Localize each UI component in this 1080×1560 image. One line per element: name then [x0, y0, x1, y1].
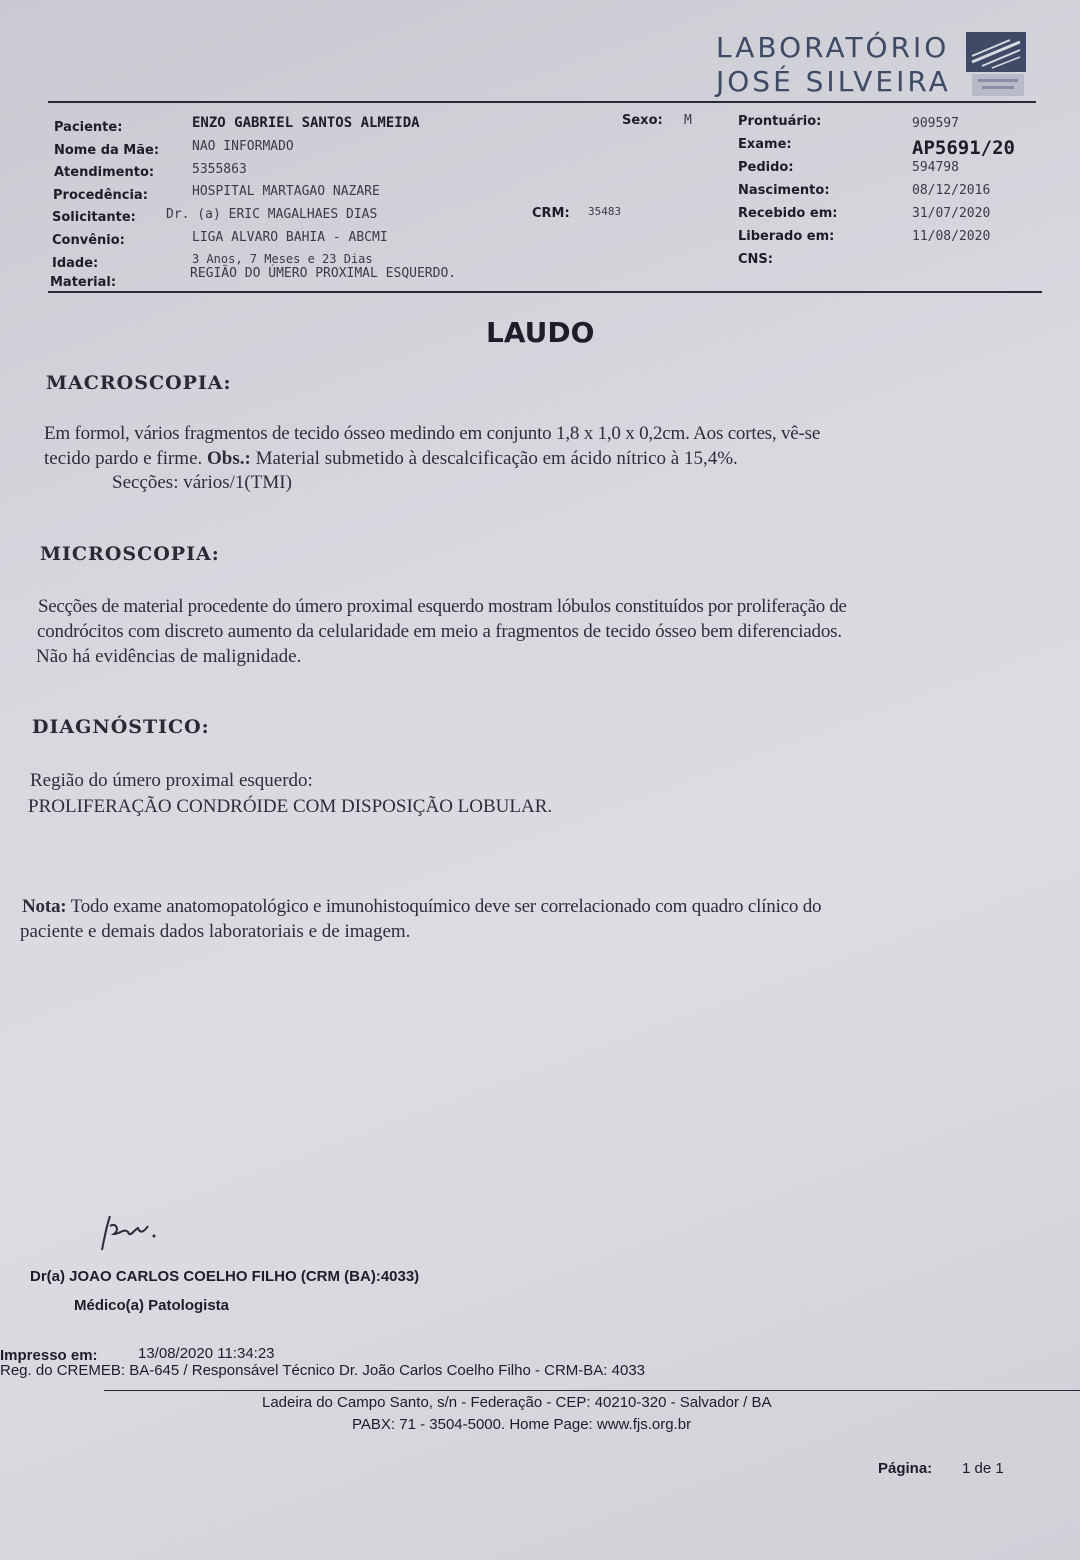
logo-line2: JOSÉ SILVEIRA — [716, 65, 951, 98]
mae-label: Nome da Mãe: — [54, 143, 160, 158]
microscopia-line3: Não há evidências de malignidade. — [36, 646, 302, 667]
liberado-label: Liberado em: — [738, 229, 835, 244]
nota-label: Nota: — [22, 896, 67, 917]
atendimento-value: 5355863 — [192, 162, 247, 177]
microscopia-line2: condrócitos com discreto aumento da celularidade em meio a fragmentos de tecido ósseo bem diferenciados. — [37, 621, 842, 642]
macroscopia-line3: Secções: vários/1(TMI) — [112, 472, 292, 493]
impresso-value: 13/08/2020 11:34:23 — [138, 1345, 275, 1362]
sexo-label: Sexo: — [622, 113, 663, 128]
idade-value: 3 Anos, 7 Meses e 23 Dias — [192, 252, 373, 266]
doctor-name: Dr(a) JOAO CARLOS COELHO FILHO (CRM (BA):4033) — [30, 1268, 420, 1285]
crm-value: 35483 — [588, 205, 622, 218]
prontuario-value: 909597 — [912, 116, 959, 131]
diagnostico-line1: Região do úmero proximal esquerdo: — [30, 770, 313, 791]
cremeb-registration: Reg. do CREMEB: BA-645 / Responsável Técnico Dr. João Carlos Coelho Filho - CRM-BA: 4033 — [0, 1362, 646, 1379]
liberado-value: 11/08/2020 — [912, 229, 991, 244]
diagnostico-heading: DIAGNÓSTICO: — [32, 716, 210, 738]
idade-label: Idade: — [52, 256, 99, 271]
pedido-label: Pedido: — [738, 160, 794, 175]
recebido-label: Recebido em: — [738, 206, 838, 221]
microscopia-line1: Secções de material procedente do úmero proximal esquerdo mostram lóbulos constituídos por proliferação de — [38, 596, 847, 617]
crm-label: CRM: — [532, 206, 570, 221]
footer-rule — [104, 1390, 1080, 1391]
macroscopia-line2-b: Material submetido à descalcificação em ácido nítrico à 15,4%. — [255, 448, 738, 469]
pagina-value: 1 de 1 — [962, 1460, 1004, 1477]
impresso-label: Impresso em: — [0, 1347, 98, 1364]
macroscopia-line1: Em formol, vários fragmentos de tecido ósseo medindo em conjunto 1,8 x 1,0 x 0,2cm. Aos cortes, vê-se — [44, 423, 821, 444]
paciente-label: Paciente: — [54, 120, 123, 135]
header-top-rule — [48, 101, 1036, 103]
doctor-role: Médico(a) Patologista — [74, 1297, 230, 1314]
atendimento-label: Atendimento: — [54, 165, 155, 180]
nascimento-value: 08/12/2016 — [912, 183, 991, 198]
material-label: Material: — [50, 275, 117, 290]
procedencia-value: HOSPITAL MARTAGAO NAZARE — [192, 184, 380, 199]
footer-address: Ladeira do Campo Santo, s/n - Federação - CEP: 40210-320 - Salvador / BA — [262, 1394, 772, 1411]
recebido-value: 31/07/2020 — [912, 206, 991, 221]
nota-line2: paciente e demais dados laboratoriais e de imagem. — [20, 921, 411, 942]
convenio-label: Convênio: — [52, 233, 125, 248]
nota-line1 — [22, 895, 821, 919]
lab-logo-icon — [966, 32, 1026, 72]
nota-line1-text: Todo exame anatomopatológico e imunohistoquímico deve ser correlacionado com quadro clínico do — [70, 896, 822, 917]
macroscopia-line2-a: tecido pardo e firme. — [44, 448, 203, 469]
diagnostico-line2: PROLIFERAÇÃO CONDRÓIDE COM DISPOSIÇÃO LOBULAR. — [28, 796, 553, 817]
solicitante-label: Solicitante: — [52, 210, 136, 225]
sexo-value: M — [684, 113, 692, 128]
procedencia-label: Procedência: — [53, 188, 148, 203]
exame-label: Exame: — [738, 137, 792, 152]
report-title: LAUDO — [486, 316, 595, 349]
pagina-label: Página: — [878, 1460, 933, 1477]
footer-phone: PABX: 71 - 3504-5000. Home Page: www.fjs.org.br — [352, 1416, 692, 1433]
exame-value: AP5691/20 — [912, 137, 1015, 159]
material-value: REGIÃO DO ÚMERO PROXIMAL ESQUERDO. — [190, 266, 457, 281]
header-bottom-rule — [48, 291, 1042, 293]
mae-value: NAO INFORMADO — [192, 139, 294, 154]
macroscopia-line2 — [44, 447, 738, 471]
cns-label: CNS: — [738, 252, 773, 267]
macroscopia-obs-label: Obs.: — [207, 448, 251, 469]
logo-seal-icon — [972, 74, 1024, 96]
handwritten-signature-icon — [96, 1212, 166, 1256]
macroscopia-heading: MACROSCOPIA: — [46, 372, 232, 394]
microscopia-heading: MICROSCOPIA: — [40, 543, 220, 565]
paciente-value: ENZO GABRIEL SANTOS ALMEIDA — [192, 115, 420, 131]
convenio-value: LIGA ALVARO BAHIA - ABCMI — [192, 230, 388, 245]
nascimento-label: Nascimento: — [738, 183, 830, 198]
logo-line1: LABORATÓRIO — [716, 31, 950, 64]
pedido-value: 594798 — [912, 160, 959, 175]
prontuario-label: Prontuário: — [738, 114, 822, 129]
solicitante-value: Dr. (a) ERIC MAGALHAES DIAS — [166, 207, 378, 222]
